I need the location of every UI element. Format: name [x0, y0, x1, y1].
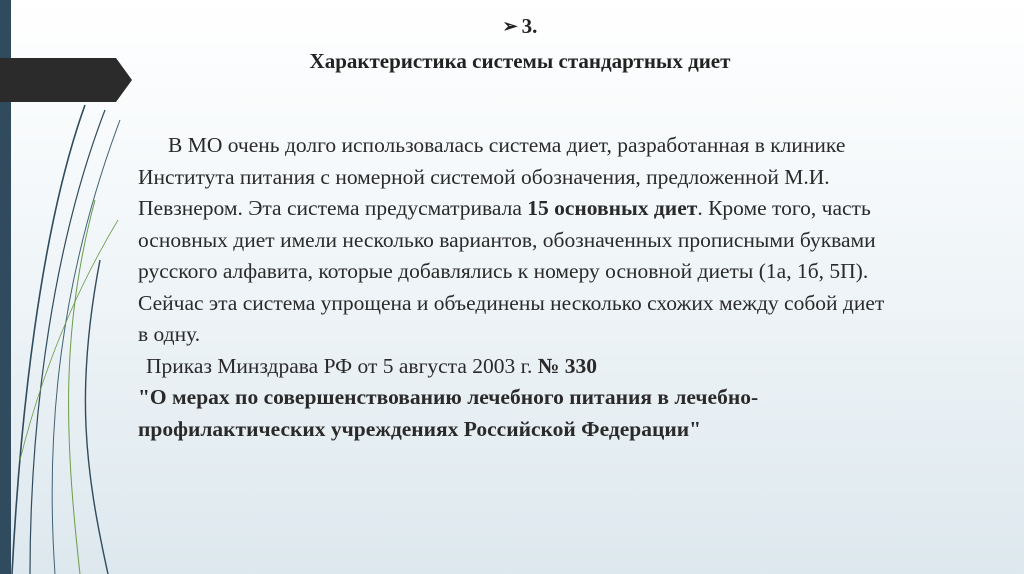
paragraph-history-text-b: . Кроме того, часть основных диет имели несколько вариантов, обозначенных прописными буквами русского алфавита, которые добавлялись к номеру основной диеты (1а, 1б, 5П). — [138, 196, 876, 283]
paragraph-history-text-a: В МО очень долго использовалась система диет, разработанная в клинике Института питания с номерной системой обозначения, предложенной М.И. Певзнером. Эта система предусматривала — [138, 133, 846, 220]
slide-title: Характеристика системы стандартных диет — [309, 49, 731, 73]
title-tab-shape — [0, 58, 134, 102]
paragraph-current: Сейчас эта система упрощена и объединены несколько схожих между собой диет в одну. — [138, 290, 885, 346]
order-number: № 330 — [537, 353, 598, 378]
arrow-bullet-icon: ➢ — [502, 16, 518, 36]
order-text: Приказ Минздрава РФ от 5 августа 2003 г. — [146, 353, 538, 378]
title-block — [150, 14, 890, 74]
slide-number: 3. — [521, 14, 538, 38]
order-title: "О мерах по совершенствованию лечебного питания в лечебно-профилактических учреждениях Российской Федерации" — [138, 385, 759, 441]
paragraph-history-bold: 15 основных диет — [527, 196, 698, 220]
slide-number-row — [503, 14, 538, 38]
body-text — [138, 130, 898, 445]
order-reference — [138, 351, 898, 383]
paragraph-history — [138, 130, 898, 288]
